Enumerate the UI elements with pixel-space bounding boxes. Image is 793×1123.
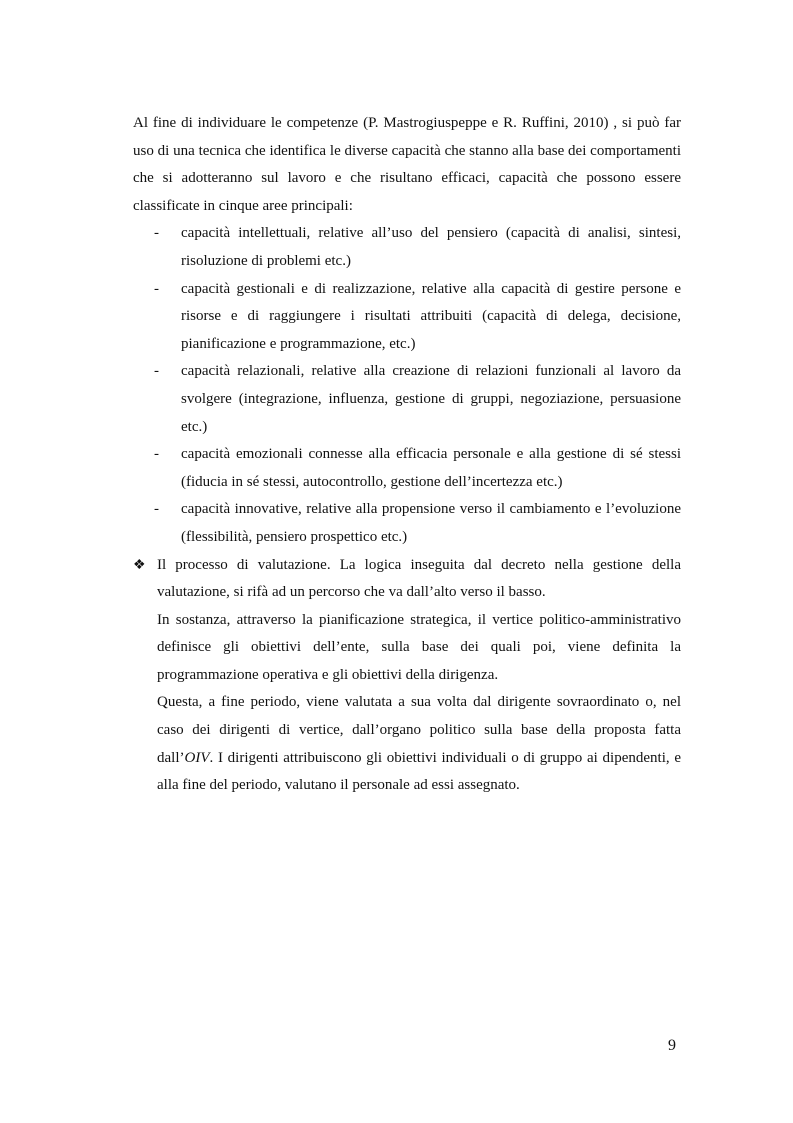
dash-marker: - — [154, 446, 159, 463]
evaluation-section — [133, 552, 681, 800]
list-item-text: capacità intellettuali, relative all’uso del pensiero (capacità di analisi, sintesi, risoluzione di problemi etc.) — [181, 225, 681, 269]
page-number: 9 — [668, 1037, 676, 1054]
dash-marker: - — [154, 363, 159, 380]
list-item-relational — [133, 358, 681, 441]
evaluation-paragraph-2: In sostanza, attraverso la pianificazione strategica, il vertice politico-amministrativo definisce gli obiettivi dell’ente, sulla base dei quali poi, viene definita la programmazione operativa e gli obiettivi della dirigenza. — [157, 611, 681, 683]
list-item-innovative — [133, 496, 681, 551]
paragraph-text-before: Questa, a fine periodo, viene valutata a sua volta dal dirigente sovraordinato o, nel caso dei dirigenti di vertice, dall’organo politico sulla base della proposta fatta dall’ — [157, 694, 681, 766]
list-item-text: capacità gestionali e di realizzazione, relative alla capacità di gestire persone e risorse e di raggiungere i risultati attribuiti (capacità di delega, decisione, pianificazione e programmazione, etc.) — [181, 280, 681, 352]
list-item-emotional — [133, 441, 681, 496]
intro-paragraph: Al fine di individuare le competenze (P. Mastrogiuspeppe e R. Ruffini, 2010) , si può far uso di una tecnica che identifica le diverse capacità che stanno alla base dei comportamenti che si adotteranno sul lavoro e che risultano efficaci, capacità che possono essere classificate in cinque aree principali: — [133, 115, 681, 214]
paragraph-text-after: . I dirigenti attribuiscono gli obiettivi individuali o di gruppo ai dipendenti, e alla fine del periodo, valutano il personale ad essi assegnato. — [157, 749, 681, 794]
oiv-acronym: OIV — [184, 749, 210, 766]
page-body — [133, 110, 681, 800]
evaluation-paragraph-3 — [157, 689, 681, 799]
evaluation-paragraph-1: Il processo di valutazione. La logica inseguita dal decreto nella gestione della valutazione, si rifà ad un percorso che va dall’alto verso il basso. — [157, 556, 681, 601]
dash-marker: - — [154, 280, 159, 297]
list-item-text: capacità relazionali, relative alla creazione di relazioni funzionali al lavoro da svolgere (integrazione, influenza, gestione di gruppi, negoziazione, persuasione etc.) — [181, 363, 681, 435]
list-item-text: capacità emozionali connesse alla efficacia personale e alla gestione di sé stessi (fiducia in sé stessi, autocontrollo, gestione dell’incertezza etc.) — [181, 446, 681, 490]
list-item-managerial — [133, 276, 681, 359]
dash-marker: - — [154, 225, 159, 242]
list-item-text: capacità innovative, relative alla propensione verso il cambiamento e l’evoluzione (flessibilità, pensiero prospettico etc.) — [181, 501, 681, 545]
diamond-bullet-icon: ❖ — [133, 557, 146, 573]
list-item-intellectual — [133, 220, 681, 275]
dash-marker: - — [154, 501, 159, 518]
capacities-list — [133, 220, 681, 551]
